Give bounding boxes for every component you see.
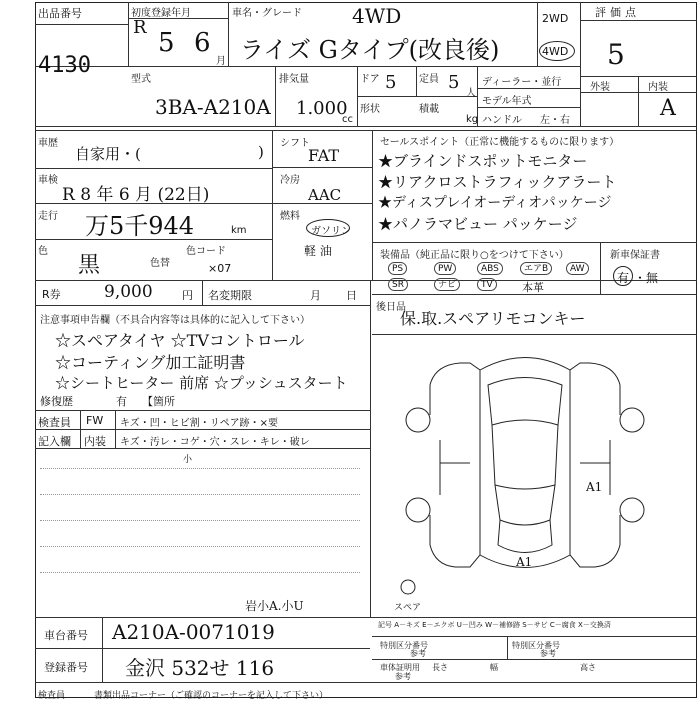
ac-value: AAC [308,186,342,204]
model-year-label: モデル年式 [482,96,532,107]
exterior-legend: キズ・凹・ヒビ割・リペア跡・×要 [120,418,278,429]
chassis-value: A210A-0071019 [112,620,275,644]
dotted-line [40,520,360,521]
entry-label: 記入欄 [38,435,71,448]
note-line-1: ☆スペアタイヤ ☆TVコントロール [55,331,305,350]
warranty-sep: ・ [634,271,647,285]
doors-label: ドア [360,74,380,85]
fw-tag: FW [86,414,104,427]
special-label: 特別区分番号 [380,641,428,650]
interior-legend: キズ・汚レ・コゲ・穴・スレ・キレ・破レ [120,437,310,448]
color-code: ×07 [208,262,232,275]
color-value: 黒 [78,253,101,278]
divider [477,88,580,89]
model-grade-label: 車名・グレード [232,8,302,19]
divider [477,107,580,108]
ref-2: 参考 [540,649,556,658]
divider [115,410,116,448]
height-label: 高さ [580,663,596,672]
divider [372,242,697,243]
chassis-label: 車台番号 [44,629,88,642]
shift-label: シフト [280,138,310,149]
spare-label: スペア [394,603,422,613]
special-label-2: 特別区分番号 [512,641,560,650]
divider [128,2,129,66]
drive-4wd: 4WD [542,45,569,58]
model-code-label: 型式 [131,74,151,85]
first-reg-label: 初度登録年月 [131,8,191,19]
color-code-label: 色コード [186,246,226,257]
color-label: 色 [38,246,48,257]
inspector-label: 検査員 [38,416,71,429]
fuel-value: ガソリン [311,226,351,237]
selling-points-label: セールスポイント（正常に機能するものに限ります） [380,137,620,148]
dotted-line [40,494,360,495]
divider [35,410,370,411]
ref-1: 参考 [410,649,426,658]
divider [35,130,697,131]
divider [272,130,273,280]
divider [35,429,370,430]
fuel-alt: 軽 油 [304,244,332,258]
person-unit: 人 [466,88,476,99]
capacity-label: 定員 [419,74,439,85]
selling-point-2: ★リアクロストラフィックアラート [378,173,617,191]
divider [272,167,372,168]
after-equipment-value: 保.取.スペアリモコンキー [400,309,586,328]
divider [35,682,697,683]
name-change-day: 日 [346,289,357,302]
damage-legend: 記号 A－キズ E－エクボ U－凹み W－補修跡 S－サビ C－腐食 X－交換済 [378,621,611,629]
ac-label: 冷房 [280,175,300,186]
divider [102,617,103,682]
reg-month: 6 [194,28,211,58]
shape-label: 形状 [360,104,380,115]
dealer-label: ディーラー・並行 [482,77,562,88]
repair-place: 【箇所 [142,395,175,408]
selling-point-1: ★ブラインドスポットモニター [378,152,588,170]
cc-unit: cc [342,114,353,125]
divider [35,617,697,618]
mileage-label: 走行 [38,211,58,222]
divider [372,334,697,335]
reg-year: 5 [158,28,175,58]
divider [580,20,697,21]
rating-label: 評価点 [595,6,640,19]
mileage-value: 万5千944 [85,212,195,240]
divider [357,96,477,97]
divider [35,24,128,25]
after-equipment-label: 後日品 [376,302,406,313]
notes-label: 注意事項申告欄（不具合内容等は具体的に記入して下さい） [40,315,310,326]
equip-leather: 本革 [522,281,544,294]
doors: 5 [385,72,397,93]
equip-sr: SR [388,278,408,291]
drive-2wd: 2WD [542,12,569,25]
reg-label: 登録番号 [44,661,88,674]
divider [638,76,639,126]
dotted-line [40,546,360,547]
equip-aw: AW [566,262,589,275]
shift-value: FAT [308,146,340,165]
divider [228,2,229,66]
divider [370,280,371,617]
damage-mark-2: A1 [516,555,533,569]
handle-label: ハンドル [482,115,522,126]
model-code: 3BA-A210A [155,95,271,119]
width-label: 幅 [490,663,498,672]
divider [35,280,697,281]
month-unit: 月 [216,56,226,67]
divider [372,636,697,637]
warranty-label: 新車保証書 [610,250,660,261]
recycle-label: R券 [42,288,61,301]
model-name: ライズ Gタイプ(改良後) [240,36,500,64]
inspection-label: 車検 [38,175,58,186]
equip-airbag: エアB [520,262,552,275]
divider [80,410,81,448]
divider [35,305,370,306]
lot-label: 出品番号 [38,7,82,20]
divider [35,648,370,649]
divider [372,130,373,280]
yen-unit: 円 [182,289,193,302]
name-change-month: 月 [310,289,321,302]
equipment-label: 装備品（純正品に限り○をつけて下さい） [380,250,569,261]
repair-label: 修復歴 [40,395,73,408]
fuel-label: 燃料 [280,211,300,222]
exterior-label: 外装 [590,82,610,93]
displacement-label: 排気量 [279,74,309,85]
rocker-note: 岩小A.小U [245,599,304,613]
divider [35,126,697,127]
capacity: 5 [448,72,460,93]
size-label: 車体証明用 [380,663,420,672]
interior-grade: A [660,96,676,121]
doc-corner: 書類出品コーナー（ご確認のコーナーを記入して下さい） [94,691,329,701]
history-value: 自家用・( [75,145,141,163]
equip-navi: ナビ [434,278,460,291]
divider [537,2,538,66]
size-ref: 参考 [395,672,411,681]
handle-value: 左・右 [540,115,570,126]
era: R [133,17,147,38]
selling-point-3: ★ディスプレイオーディオパッケージ [378,195,612,211]
divider [600,242,601,294]
divider [35,168,272,169]
history-label: 車歴 [38,138,58,149]
interior-tag: 内装 [84,435,106,448]
selling-point-4: ★パノラマビュー パッケージ [378,215,578,233]
divider [372,659,697,660]
kg-unit: kg [466,114,479,125]
recycle-value: 9,000 [104,282,153,302]
repair-value: 有 [116,395,127,408]
name-change-label: 名変期限 [208,289,252,302]
divider [507,636,508,659]
dotted-line [40,468,360,469]
reg-value: 金沢 532せ 116 [125,656,275,680]
equip-ps: PS [388,262,407,275]
small-note: 小 [183,455,193,465]
note-line-3: ☆シートヒーター 前席 ☆プッシュスタート [55,374,348,392]
drive-note: 4WD [352,4,402,28]
equip-tv: TV [477,278,497,291]
load-label: 積載 [419,104,439,115]
bottom-inspector: 検査員 [38,691,66,701]
length-label: 長さ [432,663,448,672]
divider [416,66,417,96]
history-close: ) [258,143,264,161]
rating-value: 5 [607,38,625,71]
warranty-no: 無 [646,271,659,285]
equip-abs: ABS [477,262,503,275]
divider [275,66,276,126]
equip-pw: PW [434,262,456,275]
dotted-line [40,572,360,573]
inspection-value: R 8 年 6 月 (22日) [62,185,210,205]
interior-label: 内装 [648,82,668,93]
divider [202,280,203,305]
repaint-label: 色替 [150,258,170,269]
displacement: 1.000 [296,98,348,119]
divider [35,66,580,67]
lot-number: 4130 [38,53,91,78]
warranty-yes: 有 [617,271,630,285]
damage-mark-1: A1 [586,480,603,494]
note-line-2: ☆コーティング加工証明書 [55,353,246,372]
divider [372,294,697,295]
km-unit: km [231,225,247,236]
